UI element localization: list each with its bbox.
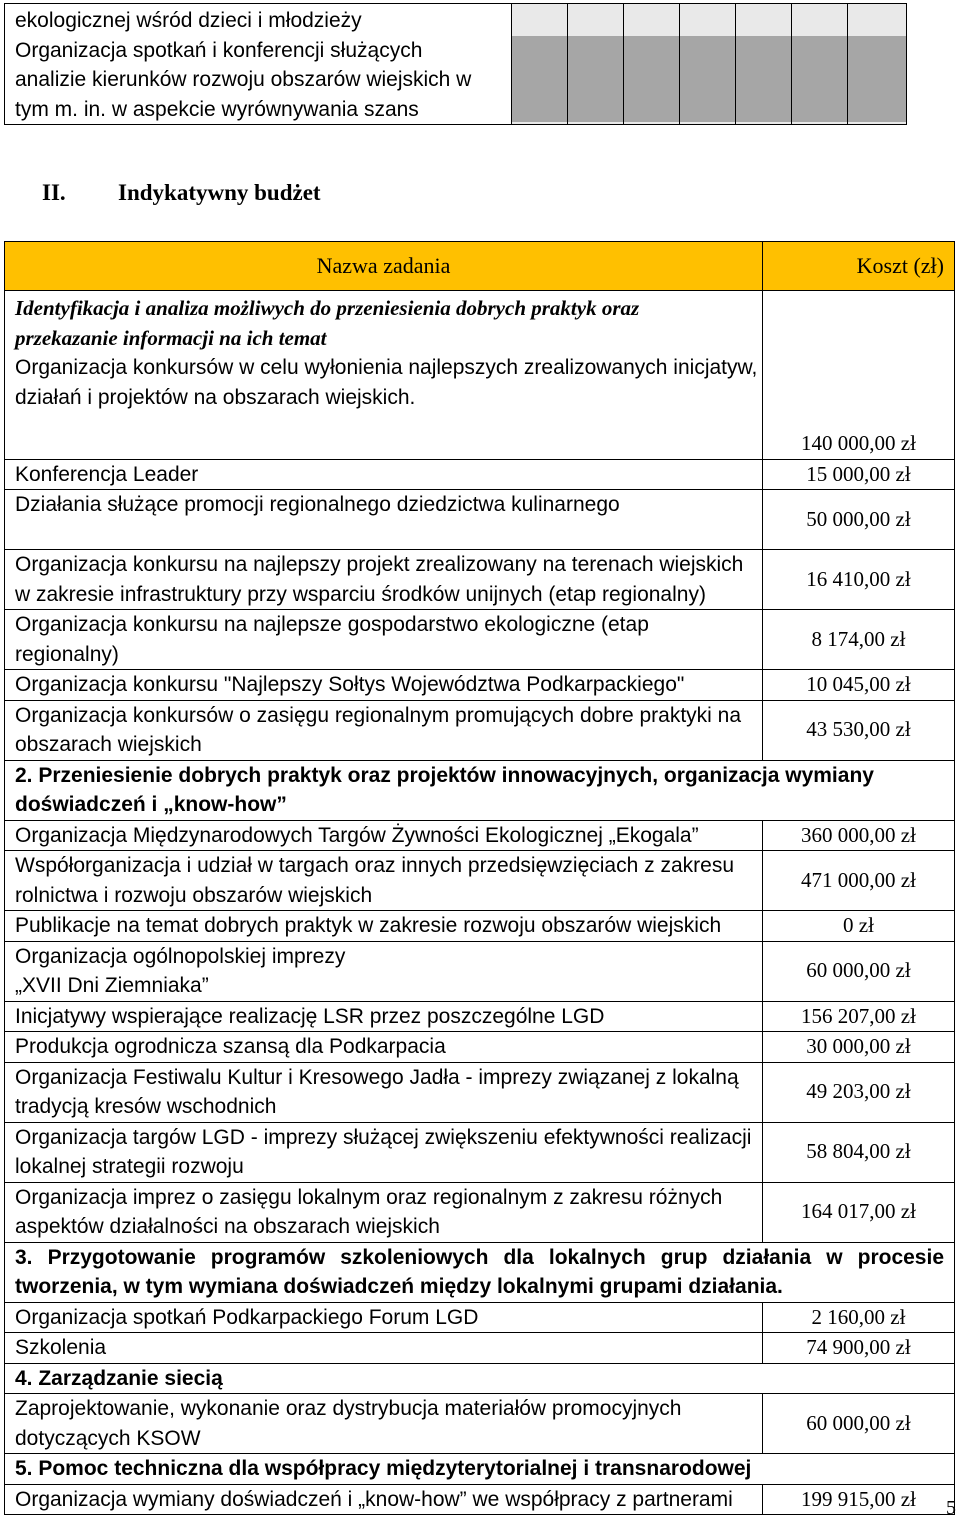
group-heading: 4. Zarządzanie siecią (15, 1366, 223, 1390)
task-text: regionalny) (15, 642, 119, 666)
table-row (5, 1182, 955, 1242)
cost-value: 199 915,00 zł (763, 1484, 955, 1515)
cost-value: 50 000,00 zł (763, 490, 955, 550)
table-row (5, 851, 955, 911)
budget-table (4, 241, 955, 1515)
group-row (5, 1454, 955, 1485)
task-text: Szkolenia (15, 1336, 107, 1359)
task-text: Organizacja konkursów o zasięgu regionalnym promujących dobre praktyki na (15, 703, 742, 727)
timeline-cell (568, 4, 624, 125)
table-row (5, 1122, 955, 1182)
timeline-cell (736, 4, 792, 125)
continuation-line: tym m. in. w aspekcie wyrównywania szans (15, 97, 419, 121)
continuation-table (4, 3, 907, 125)
table-row (5, 670, 955, 701)
table-row (5, 1032, 955, 1063)
group-row (5, 1363, 955, 1394)
continuation-line: ekologicznej wśród dzieci i młodzieży (15, 9, 362, 32)
cost-value: 15 000,00 zł (763, 459, 955, 490)
section-number: II. (42, 180, 66, 205)
header-task: Nazwa zadania (5, 242, 763, 291)
cost-value: 164 017,00 zł (763, 1182, 955, 1242)
task-text: Organizacja ogólnopolskiej imprezy (15, 944, 346, 968)
table-row (5, 1302, 955, 1333)
task-text: Organizacja Festiwalu Kultur i Kresowego Jadła - imprezy związanej z lokalną (15, 1065, 739, 1089)
task-text: Organizacja targów LGD - imprezy służącej zwiększeniu efektywności realizacji (15, 1125, 752, 1149)
task-text: Publikacje na temat dobrych praktyk w zakresie rozwoju obszarów wiejskich (15, 914, 722, 937)
timeline-cell (512, 4, 568, 125)
cost-value: 16 410,00 zł (763, 550, 955, 610)
task-text: Organizacja konkursów w celu wyłonienia najlepszych zrealizowanych inicjatyw, (15, 356, 758, 379)
cost-value: 43 530,00 zł (763, 700, 955, 760)
cost-value: 10 045,00 zł (763, 670, 955, 701)
group-heading: tworzenia, w tym wymiana doświadczeń między lokalnymi grupami działania. (15, 1275, 783, 1298)
task-text: Organizacja Międzynarodowych Targów Żywności Ekologicznej „Ekogala” (15, 823, 699, 847)
table-row (5, 911, 955, 942)
group-row (5, 1242, 955, 1302)
cost-value: 60 000,00 zł (763, 941, 955, 1001)
table-row (5, 610, 955, 670)
group-heading: 3. Przygotowanie programów szkoleniowych dla lokalnych grup działania w procesie (15, 1245, 944, 1269)
header-cost: Koszt (zł) (763, 242, 955, 291)
task-text: „XVII Dni Ziemniaka” (15, 974, 209, 997)
task-text: Działania służące promocji regionalnego dziedzictwa kulinarnego (15, 493, 620, 516)
task-text: Organizacja imprez o zasięgu lokalnym oraz regionalnym z zakresu różnych (15, 1185, 723, 1209)
table-row (5, 459, 955, 490)
task-text: Organizacja konkursu na najlepszy projekt zrealizowany na terenach wiejskich (15, 553, 744, 576)
table-row (5, 291, 955, 460)
cost-text: 140 000,00 zł (801, 431, 916, 455)
continuation-text (5, 4, 512, 125)
cost-value (763, 291, 955, 460)
cost-value: 8 174,00 zł (763, 610, 955, 670)
table-row (5, 1484, 955, 1515)
task-text: tradycją kresów wschodnich (15, 1095, 277, 1118)
group-heading: 2. Przeniesienie dobrych praktyk oraz projektów innowacyjnych, organizacja wymiany (15, 763, 874, 787)
page-number: 5 (946, 1497, 956, 1519)
task-text: działań i projektów na obszarach wiejskich. (15, 385, 416, 409)
table-row (5, 700, 955, 760)
task-text: lokalnej strategii rozwoju (15, 1155, 244, 1178)
task-text: Zaprojektowanie, wykonanie oraz dystrybucja materiałów promocyjnych (15, 1397, 682, 1420)
task-text: obszarach wiejskich (15, 733, 202, 756)
table-row (5, 1062, 955, 1122)
task-text: dotyczących KSOW (15, 1426, 201, 1450)
cost-value: 156 207,00 zł (763, 1001, 955, 1032)
timeline-cell (848, 4, 907, 125)
cost-value: 49 203,00 zł (763, 1062, 955, 1122)
table-row (5, 1394, 955, 1454)
task-text: Organizacja wymiany doświadczeń i „know-how” we współpracy z partnerami (15, 1487, 733, 1511)
group-row (5, 760, 955, 820)
task-text: w zakresie infrastruktury przy wsparciu środków unijnych (etap regionalny) (15, 582, 706, 606)
continuation-line: analizie kierunków rozwoju obszarów wiejskich w (15, 68, 472, 91)
group-heading: 5. Pomoc techniczna dla współpracy międzyterytorialnej i transnarodowej (15, 1457, 752, 1480)
task-text: Inicjatywy wspierające realizację LSR przez poszczególne LGD (15, 1004, 605, 1028)
timeline-cell (680, 4, 736, 125)
task-text: Produkcja ogrodnicza szansą dla Podkarpacia (15, 1035, 446, 1058)
timeline-cell (624, 4, 680, 125)
cost-value: 74 900,00 zł (763, 1333, 955, 1364)
table-header-row (5, 242, 955, 291)
task-text: Konferencja Leader (15, 462, 199, 486)
continuation-line: Organizacja spotkań i konferencji służących (15, 38, 423, 62)
timeline-cell (792, 4, 848, 125)
section-heading (42, 180, 321, 206)
table-row (5, 941, 955, 1001)
group-heading: doświadczeń i „know-how” (15, 793, 287, 816)
task-text: Organizacja konkursu "Najlepszy Sołtys Województwa Podkarpackiego" (15, 673, 685, 696)
task-text: rolnictwa i rozwoju obszarów wiejskich (15, 883, 373, 907)
table-row (5, 820, 955, 851)
cost-value: 0 zł (763, 911, 955, 942)
cost-value: 30 000,00 zł (763, 1032, 955, 1063)
cost-value: 2 160,00 zł (763, 1302, 955, 1333)
table-row (5, 550, 955, 610)
cost-value: 60 000,00 zł (763, 1394, 955, 1454)
cost-value: 360 000,00 zł (763, 820, 955, 851)
table-row (5, 1001, 955, 1032)
cost-value: 471 000,00 zł (763, 851, 955, 911)
group-heading: Identyfikacja i analiza możliwych do przeniesienia dobrych praktyk oraz (15, 296, 640, 320)
group-heading: przekazanie informacji na ich temat (15, 325, 327, 350)
task-text: Organizacja konkursu na najlepsze gospodarstwo ekologiczne (etap (15, 613, 649, 636)
section-title: Indykatywny budżet (118, 180, 321, 205)
task-text: Współorganizacja i udział w targach oraz innych przedsięwzięciach z zakresu (15, 854, 734, 877)
task-text: aspektów działalności na obszarach wiejskich (15, 1215, 440, 1238)
table-row (5, 490, 955, 550)
cost-value: 58 804,00 zł (763, 1122, 955, 1182)
task-text: Organizacja spotkań Podkarpackiego Forum LGD (15, 1305, 479, 1329)
table-row (5, 1333, 955, 1364)
